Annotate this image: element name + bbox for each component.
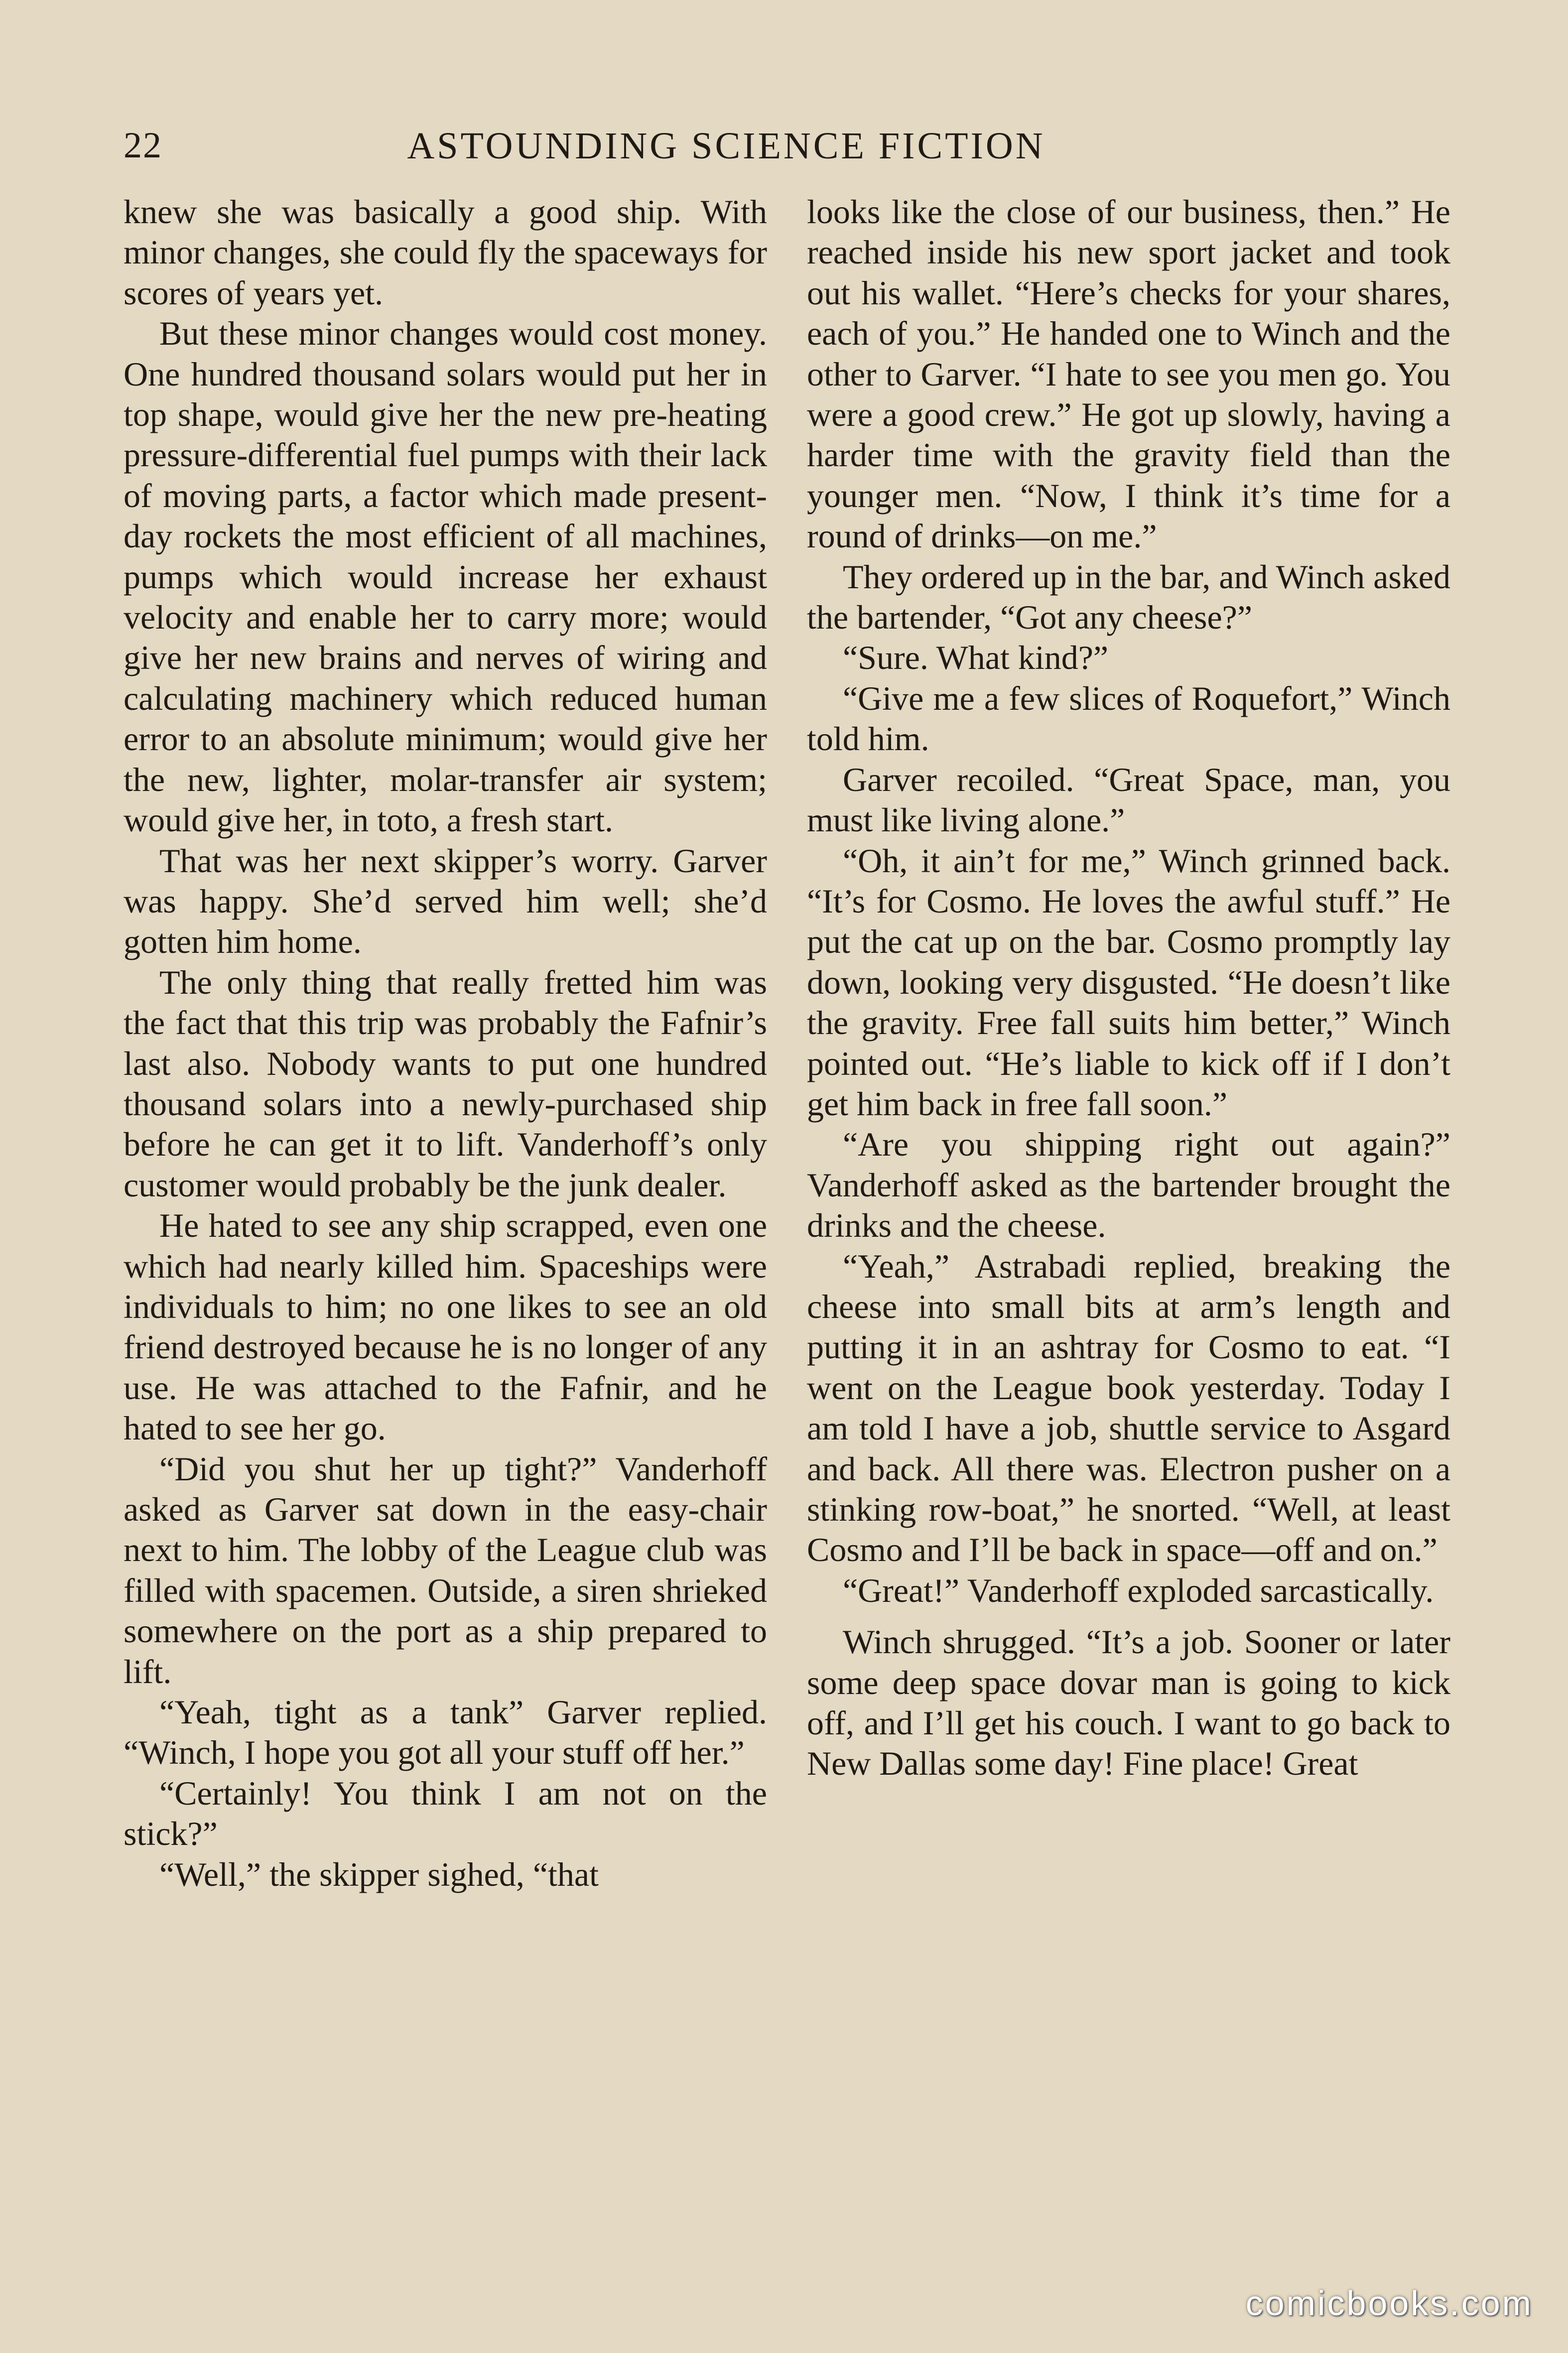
- paragraph: That was her next skipper’s worry. Garver was happy. She’d served him well; she’d gotten him home.: [124, 841, 767, 961]
- paragraph: But these minor changes would cost money. One hundred thousand solars would put her in top shape, would give her the new pre-heating pressure-differential fuel pumps with their lack of moving parts, a factor which made present-day rockets the most efficient of all machines, pumps which would increase her exhaust velocity and enable her to carry more; would give her new brains and nerves of wiring and calculating machinery which reduced human error to an absolute minimum; would give her the new, lighter, molar-transfer air system; would give her, in toto, a fresh start.: [124, 314, 767, 839]
- paragraph: “Great!” Vanderhoff exploded sarcastically.: [843, 1571, 1434, 1609]
- left-text-column: [124, 192, 767, 1895]
- paragraph: “Are you shipping right out again?” Vanderhoff asked as the bartender brought the drinks and the cheese.: [807, 1125, 1450, 1245]
- paragraph: “Yeah,” Astrabadi replied, breaking the cheese into small bits at arm’s length and putting it in an ashtray for Cosmo to eat. “I went on the League book yesterday. Today I am told I have a job, shuttle service to Asgard and back. All there was. Electron pusher on a stinking row-boat,” he snorted. “Well, at least Cosmo and I’ll be back in space—off and on.”: [807, 1247, 1450, 1569]
- page-header: [124, 125, 1170, 179]
- paragraph: “Certainly! You think I am not on the stick?”: [124, 1774, 767, 1853]
- paragraph: “Yeah, tight as a tank” Garver replied. “Winch, I hope you got all your stuff off her.”: [124, 1693, 767, 1772]
- paragraph: Garver recoiled. “Great Space, man, you must like living alone.”: [807, 760, 1450, 839]
- watermark-logo: comicbooks.com: [1245, 2284, 1533, 2323]
- page-number: 22: [124, 125, 162, 166]
- paragraph: looks like the close of our business, then.” He reached inside his new sport jacket and took out his wallet. “Here’s checks for your shares, each of you.” He handed one to Winch and the other to Garver. “I hate to see you men go. You were a good crew.” He got up slowly, having a harder time with the gravity field than the younger men. “Now, I think it’s time for a round of drinks—on me.”: [807, 193, 1450, 555]
- paragraph: He hated to see any ship scrapped, even one which had nearly killed him. Spaceships were individuals to him; no one likes to see an old friend destroyed because he is no longer of any use. He was attached to the Fafnir, and he hated to see her go.: [124, 1206, 767, 1447]
- paragraph: Winch shrugged. “It’s a job. Sooner or later some deep space dovar man is going to kick off, and I’ll get his couch. I want to go back to New Dallas some day! Fine place! Great: [807, 1623, 1450, 1783]
- paragraph: The only thing that really fretted him was the fact that this trip was probably the Fafnir’s last also. Nobody wants to put one hundred thousand solars into a newly-purchased ship before he can get it to lift. Vanderhoff’s only customer would probably be the junk dealer.: [124, 963, 767, 1204]
- paragraph: “Well,” the skipper sighed, “that: [159, 1855, 599, 1893]
- paragraph: knew she was basically a good ship. With minor changes, she could fly the spaceways for scores of years yet.: [124, 193, 767, 312]
- paragraph: “Oh, it ain’t for me,” Winch grinned back. “It’s for Cosmo. He loves the awful stuff.” He put the cat up on the bar. Cosmo promptly lay down, looking very disgusted. “He doesn’t like the gravity. Free fall suits him better,” Winch pointed out. “He’s liable to kick off if I don’t get him back in free fall soon.”: [807, 841, 1450, 1123]
- paragraph: They ordered up in the bar, and Winch asked the bartender, “Got any cheese?”: [807, 557, 1450, 637]
- right-text-column: [807, 192, 1450, 1784]
- paragraph: “Give me a few slices of Roquefort,” Winch told him.: [807, 679, 1450, 758]
- running-title: ASTOUNDING SCIENCE FICTION: [407, 125, 1045, 167]
- paragraph: “Sure. What kind?”: [843, 639, 1109, 677]
- paragraph: “Did you shut her up tight?” Vanderhoff asked as Garver sat down in the easy-chair next to him. The lobby of the League club was filled with spacemen. Outside, a siren shrieked somewhere on the port as a ship prepared to lift.: [124, 1449, 767, 1691]
